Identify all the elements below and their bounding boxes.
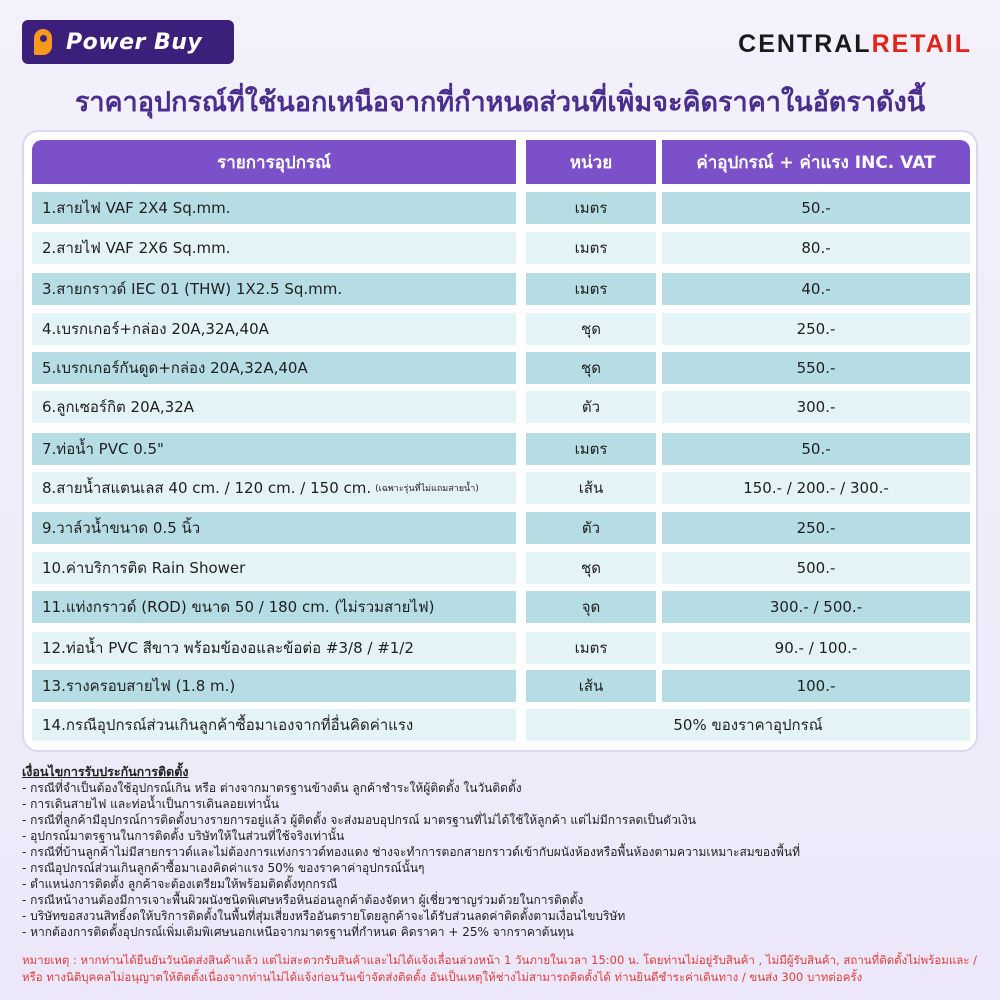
- page-title: ราคาอุปกรณ์ที่ใช้นอกเหนือจากที่กำหนดส่วนที่เพิ่มจะคิดราคาในอัตราดังนี้: [74, 87, 926, 118]
- column-header-unit: หน่วย: [526, 140, 656, 184]
- row-price: 90.- / 100.-: [662, 632, 970, 664]
- condition-item: - กรณีหน้างานต้องมีการเจาะพื้นผิวผนังชนิดพิเศษหรือหินอ่อนลูกค้าต้องจัดหา ผู้เชี่ยวชาญร่วมด้วยในการติดตั้ง: [22, 893, 584, 907]
- row-item: 11.แท่งกราวด์ (ROD) ขนาด 50 / 180 cm. (ไม่รวมสายไฟ): [32, 591, 516, 623]
- row-item: 1.สายไฟ VAF 2X4 Sq.mm.: [32, 192, 516, 224]
- table-row: [32, 192, 970, 224]
- power-buy-logo: [22, 20, 234, 64]
- row-item: 5.เบรกเกอร์กันดูด+กล่อง 20A,32A,40A: [32, 352, 516, 384]
- row-unit: เส้น: [526, 670, 656, 702]
- column-header-price: ค่าอุปกรณ์ + ค่าแรง INC. VAT: [662, 140, 970, 184]
- table-row: [32, 391, 970, 423]
- table-row: [32, 512, 970, 544]
- logo-text: Power Buy: [66, 29, 203, 55]
- table-row: [32, 352, 970, 384]
- row-item: 10.ค่าบริการติด Rain Shower: [32, 552, 516, 584]
- row-unit: เมตร: [526, 433, 656, 465]
- row-item: 7.ท่อน้ำ PVC 0.5": [32, 433, 516, 465]
- condition-item: - กรณีอุปกรณ์ส่วนเกินลูกค้าซื้อมาเองคิดค่าแรง 50% ของราคาค่าอุปกรณ์นั้นๆ: [22, 861, 425, 875]
- row-price: 100.-: [662, 670, 970, 702]
- remark-line-2: หรือ ทางนิติบุคคลไม่อนุญาตให้ติดตั้งเนื่องจากท่านไม่ได้แจ้งก่อนวันเข้าจัดส่งติดตั้ง อันเป็นเหตุให้ช่างไม่สามารถติดตั้งได้ ท่านยินดีชำระค่าเดินทาง / ขนส่ง 300 บาทต่อครั้ง: [22, 970, 863, 984]
- row-item: 2.สายไฟ VAF 2X6 Sq.mm.: [32, 232, 516, 264]
- condition-item: - กรณีที่จำเป็นต้องใช้อุปกรณ์เกิน หรือ ต่างจากมาตรฐานข้างต้น ลูกค้าชำระให้ผู้ติดตั้ง ในวันติดตั้ง: [22, 781, 522, 795]
- row-item-text: 8.สายน้ำสแตนเลส 40 cm. / 120 cm. / 150 cm.: [42, 479, 372, 497]
- row-item: 13.รางครอบสายไฟ (1.8 m.): [32, 670, 516, 702]
- installation-conditions: [22, 764, 982, 940]
- table-row: [32, 313, 970, 345]
- row-price: 50.-: [662, 192, 970, 224]
- brand-part1: CENTRAL: [738, 30, 872, 58]
- price-table-card: [22, 130, 978, 752]
- row-unit: จุด: [526, 591, 656, 623]
- condition-item: - กรณีที่บ้านลูกค้าไม่มีสายกราวด์และไม่ต้องการแท่งกราวด์ทองแดง ช่างจะทำการตอกสายกราวด์เข้ากับผนังห้องหรือพื้นห้องตามความเหมาะสมของพื้นที่: [22, 845, 801, 859]
- row-item: 3.สายกราวด์ IEC 01 (THW) 1X2.5 Sq.mm.: [32, 273, 516, 305]
- table-row: [32, 433, 970, 465]
- table-row: [32, 591, 970, 623]
- row-unit: ชุด: [526, 352, 656, 384]
- row-unit: เมตร: [526, 232, 656, 264]
- row-item: 9.วาล์วน้ำขนาด 0.5 นิ้ว: [32, 512, 516, 544]
- remark-note: [22, 952, 982, 986]
- brand-part2: RETAIL: [871, 30, 972, 58]
- row-price: 40.-: [662, 273, 970, 305]
- row-price: 150.- / 200.- / 300.-: [662, 472, 970, 504]
- row-price: 550.-: [662, 352, 970, 384]
- row-price: 50.-: [662, 433, 970, 465]
- row-item-note: (เฉพาะรุ่นที่ไม่แถมสายน้ำ): [375, 484, 479, 494]
- row-unit: เส้น: [526, 472, 656, 504]
- table-row: [32, 232, 970, 264]
- conditions-title: เงื่อนไขการรับประกันการติดตั้ง: [22, 764, 189, 779]
- table-row: [32, 670, 970, 702]
- row-unit: ชุด: [526, 552, 656, 584]
- column-header-item: รายการอุปกรณ์: [32, 140, 516, 184]
- table-row: [32, 273, 970, 305]
- row-price: 500.-: [662, 552, 970, 584]
- table-row: [32, 709, 970, 741]
- row-unit: เมตร: [526, 632, 656, 664]
- row-item: 4.เบรกเกอร์+กล่อง 20A,32A,40A: [32, 313, 516, 345]
- condition-item: - กรณีที่ลูกค้ามีอุปกรณ์การติดตั้งบางรายการอยู่แล้ว ผู้ติดตั้ง จะส่งมอบอุปกรณ์ มาตรฐานที่ไม่ได้ใช้ให้ลูกค้า แต่ไม่มีการลดเป็นตัวเงิน: [22, 813, 696, 827]
- condition-item: - หากต้องการติดตั้งอุปกรณ์เพิ่มเติมพิเศษนอกเหนือจากมาตรฐานที่กำหนด คิดราคา + 25% จากราคาต้นทุน: [22, 925, 574, 939]
- row-unit: เมตร: [526, 192, 656, 224]
- row-price: 300.- / 500.-: [662, 591, 970, 623]
- condition-item: - อุปกรณ์มาตรฐานในการติดตั้ง บริษัทให้ในส่วนที่ใช้จริงเท่านั้น: [22, 829, 345, 843]
- table-row: [32, 552, 970, 584]
- condition-item: - ตำแหน่งการติดตั้ง ลูกค้าจะต้องเตรียมให้พร้อมติดตั้งทุกกรณี: [22, 877, 338, 891]
- remark-line-1: หมายเหตุ : หากท่านได้ยืนยันวันนัดส่งสินค้าแล้ว แต่ไม่สะดวกรับสินค้าและไม่ได้แจ้งเลื่อนล่วงหน้า 1 วันภายในเวลา 15:00 น. โดยท่านไม่อยู่รับสินค้า , ไม่มีผู้รับสินค้า, สถานที่ติดตั้งไม่พร้อมและ /: [22, 953, 978, 967]
- row-price: 80.-: [662, 232, 970, 264]
- condition-item: - บริษัทขอสงวนสิทธิ์งดให้บริการติดตั้งในพื้นที่สุ่มเสี่ยงหรืออันตรายโดยลูกค้าจะได้รับส่วนลดค่าติดตั้งตามเงื่อนไขบริษัท: [22, 909, 626, 923]
- row-item: 6.ลูกเซอร์กิต 20A,32A: [32, 391, 516, 423]
- row-price: 250.-: [662, 313, 970, 345]
- row-item: 12.ท่อน้ำ PVC สีขาว พร้อมข้องอและข้อต่อ #3/8 / #1/2: [32, 632, 516, 664]
- power-buy-mark-icon: [32, 27, 58, 57]
- table-row: [32, 472, 970, 504]
- central-retail-logo: [738, 30, 972, 59]
- row-unit: ชุด: [526, 313, 656, 345]
- row-unit: ตัว: [526, 512, 656, 544]
- row-price: 300.-: [662, 391, 970, 423]
- table-row: [32, 632, 970, 664]
- row-unit: เมตร: [526, 273, 656, 305]
- row-item: [32, 472, 516, 504]
- row-price: 250.-: [662, 512, 970, 544]
- row-unit: ตัว: [526, 391, 656, 423]
- row-price-wide: 50% ของราคาอุปกรณ์: [526, 709, 970, 741]
- row-item: 14.กรณีอุปกรณ์ส่วนเกินลูกค้าซื้อมาเองจากที่อื่นคิดค่าแรง: [32, 709, 516, 741]
- condition-item: - การเดินสายไฟ และท่อน้ำเป็นการเดินลอยเท่านั้น: [22, 797, 279, 811]
